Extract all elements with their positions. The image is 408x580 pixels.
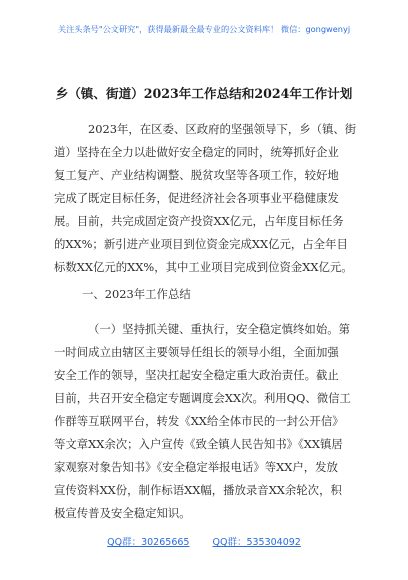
document-title: 乡（镇、街道）2023年工作总结和2024年工作计划 <box>55 86 353 101</box>
body-line: 一时间成立由辖区主要领导任组长的领导小组，全面加强 <box>54 345 339 359</box>
body-paragraph <box>54 318 355 525</box>
intro-line: 复工复产、产业结构调整、脱贫攻坚等各项工作，较好地 <box>54 168 339 182</box>
intro-paragraph <box>54 118 355 279</box>
qq-group-1[interactable]: QQ群：30265665 <box>107 537 190 548</box>
section-heading: 一、2023年工作总结 <box>82 287 191 301</box>
body-line: 安全工作的领导，坚决扛起安全稳定重大政治责任。截止 <box>54 368 339 382</box>
header-banner: 关注头条号"公文研究"，获得最新最全最专业的公文资料库！ 微信：gongwenyj <box>57 24 351 34</box>
body-line: 等文章XX余次；入户宣传《致全镇人民告知书》《XX镇居 <box>54 437 343 451</box>
intro-line: 完成了既定目标任务，促进经济社会各项事业平稳健康发 <box>54 191 339 205</box>
intro-line: 道）坚持在全力以赴做好安全稳定的同时，统筹抓好企业 <box>54 145 339 159</box>
body-line: 家观察对象告知书》《安全稳定举报电话》等XX户，发放 <box>54 460 338 474</box>
body-line: 极宣传普及安全稳定知识。 <box>54 506 191 520</box>
footer <box>0 534 408 548</box>
intro-line: 的XX%；新引进产业项目到位资金完成XX亿元，占全年目 <box>54 237 348 251</box>
body-line: 目前，共召开安全稳定专题调度会XX次。利用QQ、微信工 <box>54 391 351 405</box>
body-line: 作群等互联网平台，转发《XX给全体市民的一封公开信》 <box>54 414 344 428</box>
intro-line: 展。目前，共完成固定资产投资XX亿元，占年度目标任务 <box>54 214 344 228</box>
body-line: 宣传资料XX份，制作标语XX幅，播放录音XX余轮次，积 <box>54 483 342 497</box>
intro-line: 标数XX亿元的XX%，其中工业项目完成到位资金XX亿元。 <box>54 260 353 274</box>
body-line: （一）坚持抓关键、重执行，安全稳定慎终如始。第 <box>88 322 350 336</box>
intro-line: 2023年，在区委、区政府的坚强领导下，乡（镇、街 <box>88 122 357 136</box>
qq-group-2[interactable]: QQ群：535304092 <box>212 537 301 548</box>
